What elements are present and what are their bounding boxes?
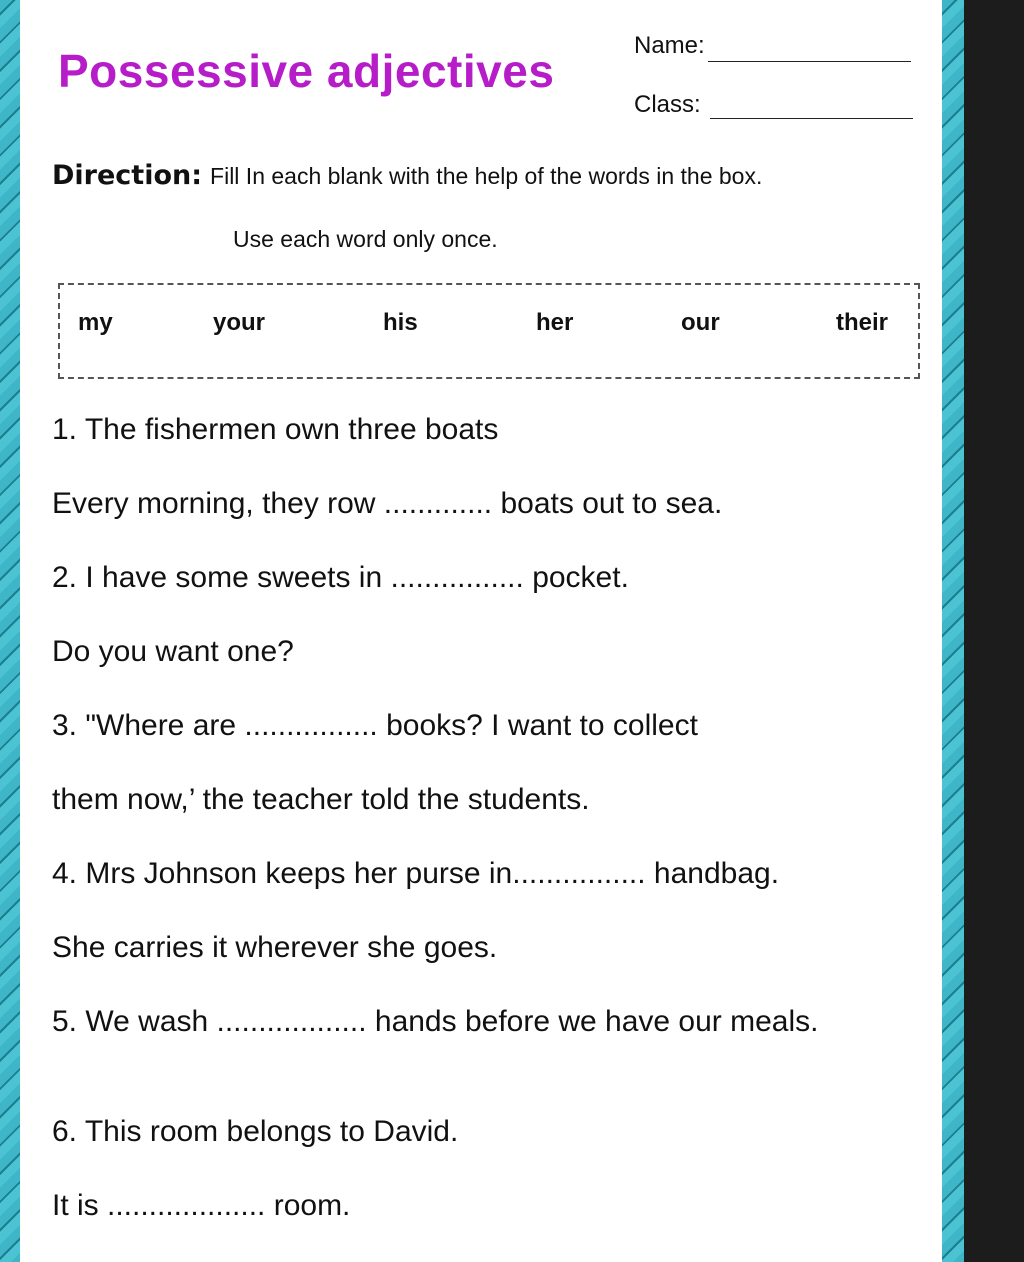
word-box-item: his <box>383 309 418 336</box>
exercise-line: Do you want one? <box>52 635 294 668</box>
exercise-line: 4. Mrs Johnson keeps her purse in................ handbag. <box>52 857 780 890</box>
word-box <box>58 283 920 379</box>
direction-text-2: Use each word only once. <box>233 226 498 252</box>
direction-row <box>52 160 762 191</box>
word-box-item: your <box>213 309 266 336</box>
exercise-line: 1. The fishermen own three boats <box>52 413 499 446</box>
word-box-item: her <box>536 309 574 336</box>
exercise-line: 3. "Where are ................ books? I want to collect <box>52 709 698 742</box>
exercise-line: 6. This room belongs to David. <box>52 1115 459 1148</box>
class-blank-line <box>710 118 913 119</box>
decorative-border-left <box>0 0 20 1262</box>
word-box-item: our <box>681 309 720 336</box>
exercise-line: them now,’ the teacher told the students. <box>52 783 590 816</box>
decorative-border-right <box>942 0 964 1262</box>
exercise-line: 5. We wash .................. hands before we have our meals. <box>52 1005 819 1038</box>
exercise-line: It is ................... room. <box>52 1189 351 1222</box>
exercise-line: Every morning, they row ............. boats out to sea. <box>52 487 723 520</box>
direction-text: Fill In each blank with the help of the words in the box. <box>210 163 763 189</box>
class-label: Class: <box>634 91 701 118</box>
exercise-line: She carries it wherever she goes. <box>52 931 498 964</box>
direction-label: Direction: <box>52 160 203 191</box>
word-box-item: their <box>836 309 889 336</box>
name-label: Name: <box>634 32 705 59</box>
worksheet-title: Possessive adjectives <box>58 45 555 97</box>
word-box-item: my <box>78 309 113 336</box>
exercise-line: 2. I have some sweets in ................ pocket. <box>52 561 629 594</box>
name-blank-line <box>708 61 911 62</box>
